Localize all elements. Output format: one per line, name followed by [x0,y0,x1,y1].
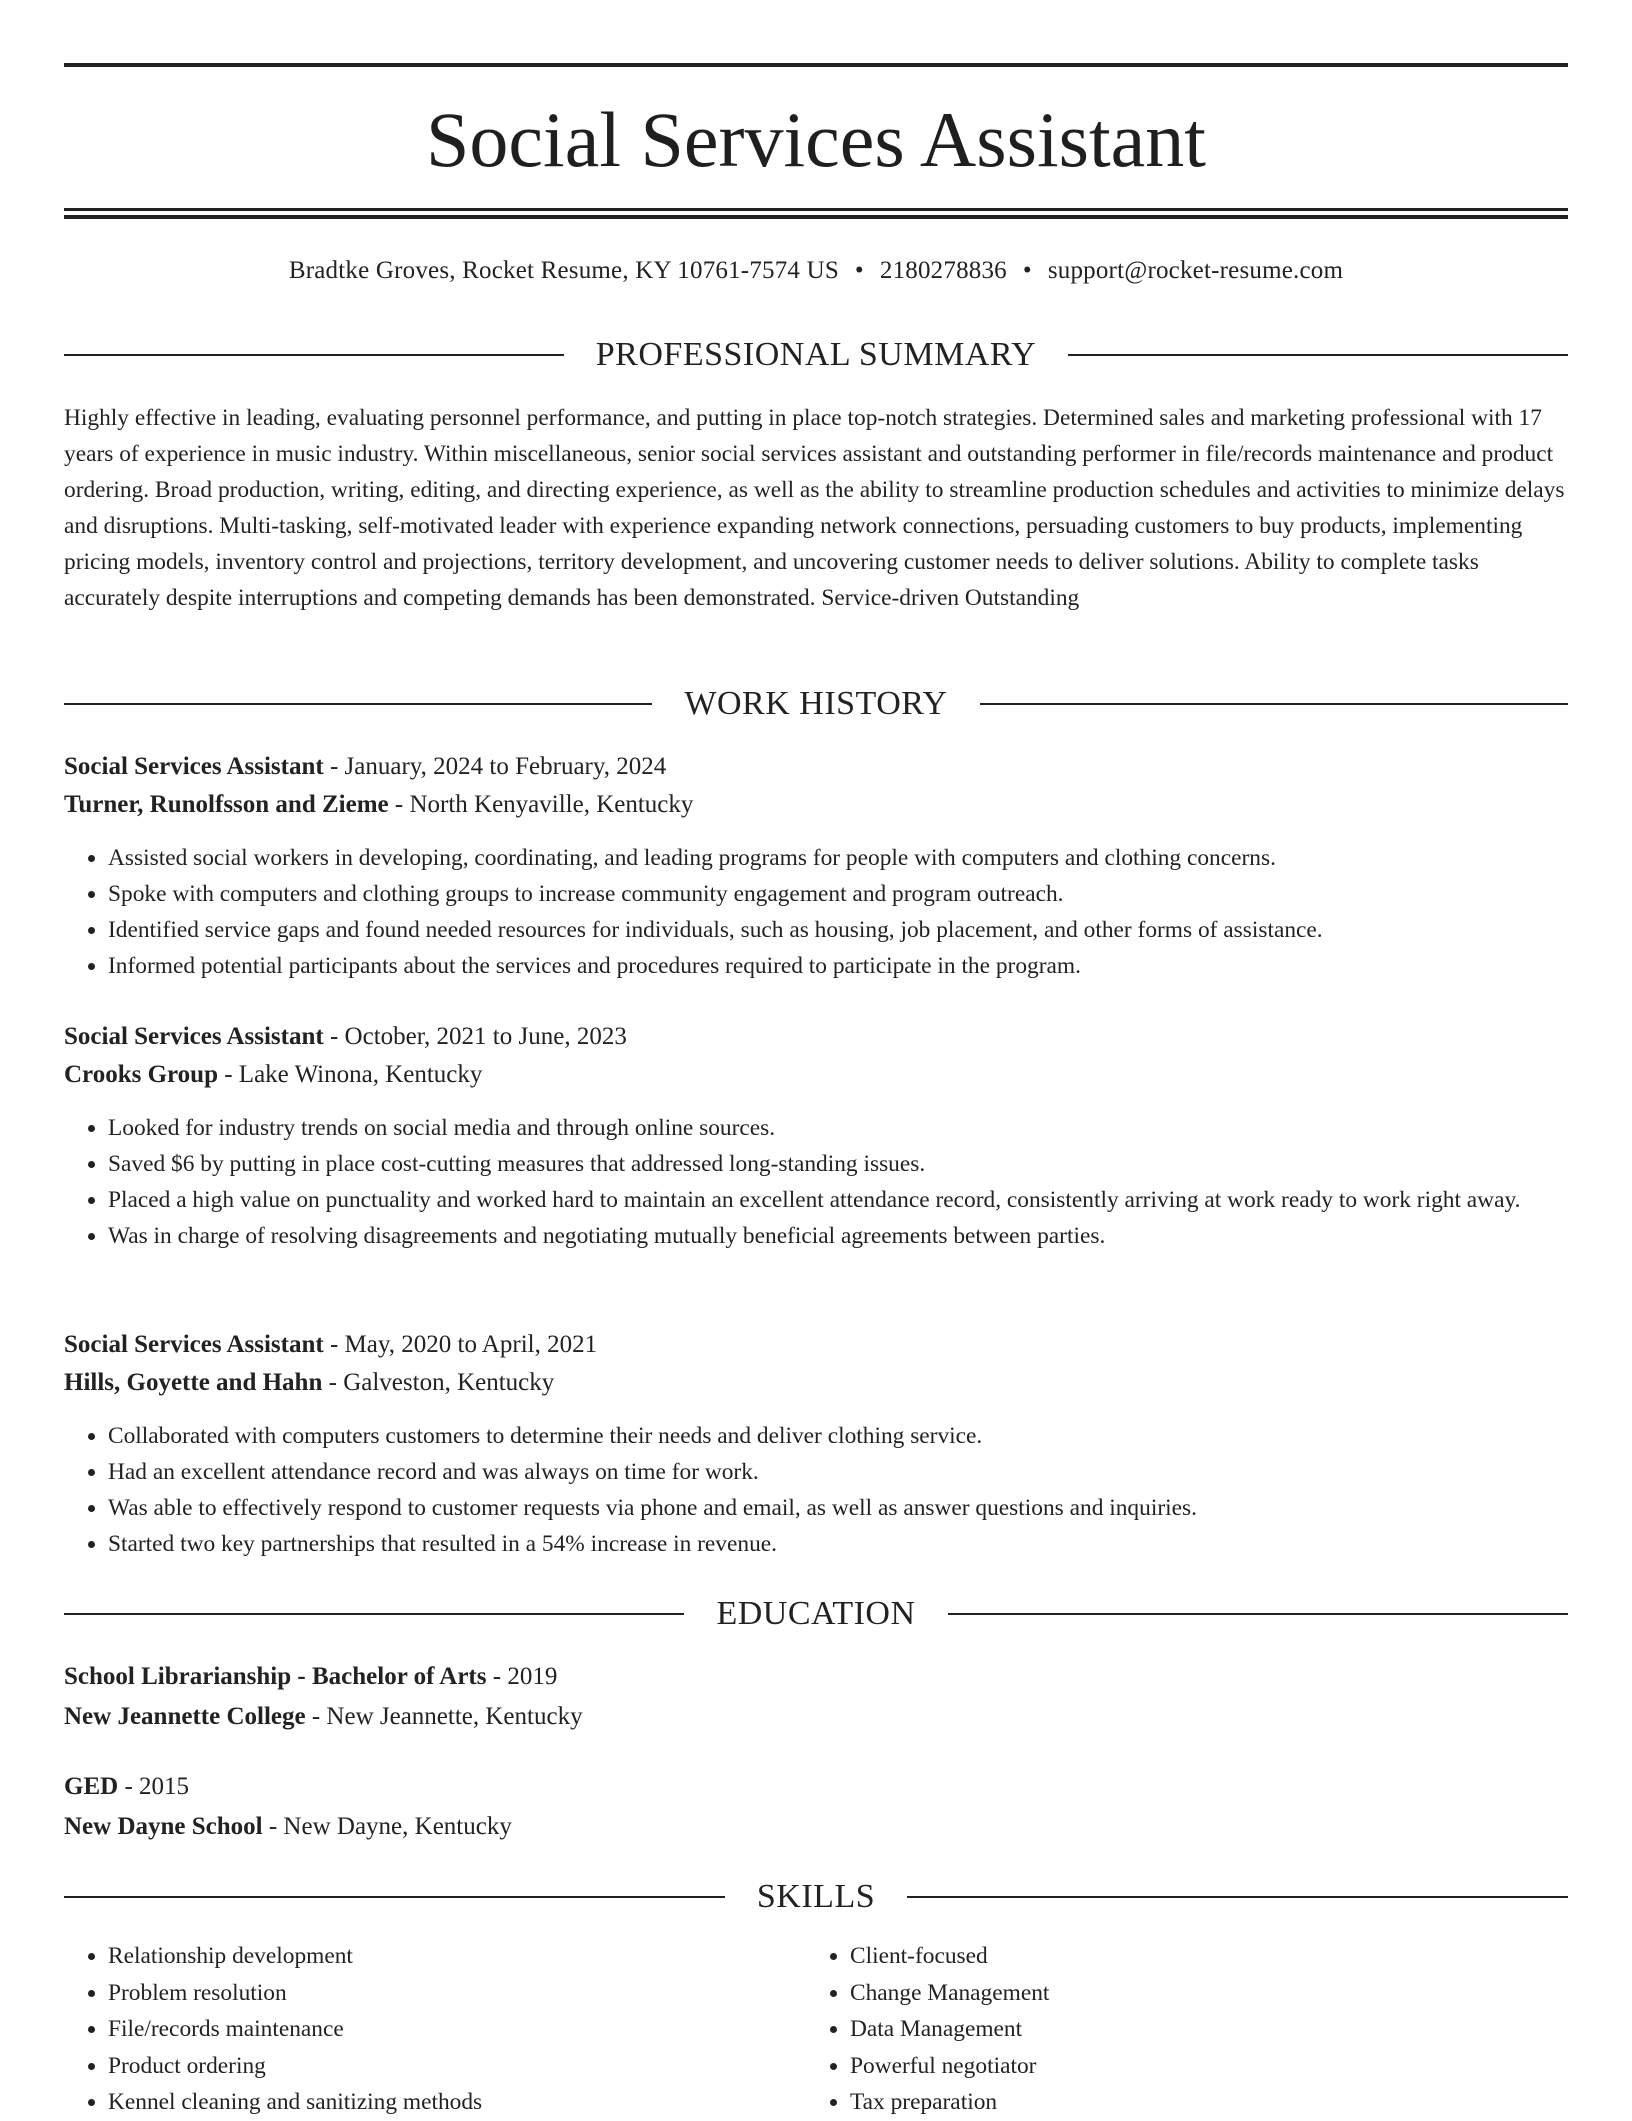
heading-rule [1068,354,1568,356]
contact-line [64,254,1568,288]
job-entry [64,748,1568,984]
list-item: • Had an excellent attendance record and was always on time for work. [108,1454,1568,1490]
heading-rule [64,354,564,356]
degree-year: - 2015 [118,1773,190,1800]
degree-line [64,1657,1568,1697]
resume-title: Social Services Assistant [426,96,1206,183]
section-title: SKILLS [756,1878,876,1915]
job-company: Turner, Runolfsson and Zieme [64,791,389,818]
job-entry [64,1326,1568,1562]
job-dates: - October, 2021 to June, 2023 [323,1023,627,1050]
skill-item: • Data Management [850,2011,1548,2048]
job-bullets [64,1418,1568,1562]
list-item: • Looked for industry trends on social media and through online sources. [108,1110,1568,1146]
job-location: - Lake Winona, Kentucky [217,1061,483,1088]
contact-separator: • [854,257,864,284]
heading-rule [907,1896,1568,1898]
section-title: EDUCATION [716,1595,916,1632]
job-dates: - May, 2020 to April, 2021 [323,1331,598,1358]
job-company-line [64,1364,1568,1402]
job-title-line [64,1018,1568,1056]
contact-separator: • [1022,257,1032,284]
contact-phone: 2180278836 [879,257,1007,284]
heading-rule [64,703,652,705]
list-item: • Placed a high value on punctuality and worked hard to maintain an excellent attendance record, consistently arriving at work ready to work right away. [108,1182,1568,1218]
list-item: • Collaborated with computers customers to determine their needs and deliver clothing service. [108,1418,1568,1454]
list-item: • Assisted social workers in developing, coordinating, and leading programs for people with computers and clothing concerns. [108,840,1568,876]
section-heading-education [64,1594,1568,1634]
skill-item: • Tax preparation [850,2084,1548,2121]
list-item: • Spoke with computers and clothing groups to increase community engagement and program outreach. [108,876,1568,912]
job-title-line [64,748,1568,786]
job-title-line [64,1326,1568,1364]
degree: School Librarianship - Bachelor of Arts [64,1663,487,1690]
job-bullets [64,1110,1568,1254]
education-entry [64,1767,1568,1847]
skill-item: • Relationship development [108,1938,806,1975]
skills-column-right [806,1938,1548,2121]
job-company-line [64,1056,1568,1094]
contact-email: support@rocket-resume.com [1047,257,1344,284]
contact-address: Bradtke Groves, Rocket Resume, KY 10761-7574 US [288,257,839,284]
heading-rule [980,703,1568,705]
section-title: PROFESSIONAL SUMMARY [595,336,1037,373]
section-heading-skills [64,1877,1568,1917]
job-location: - North Kenyaville, Kentucky [388,791,694,818]
section-title: WORK HISTORY [684,685,948,722]
section-heading-summary [64,335,1568,375]
skill-item: • Problem resolution [108,1975,806,2012]
list-item: • Saved $6 by putting in place cost-cutting measures that addressed long-standing issues. [108,1146,1568,1182]
school-line [64,1807,1568,1847]
job-bullets [64,840,1568,984]
school: New Dayne School [64,1813,263,1840]
school-location: - New Jeannette, Kentucky [305,1703,583,1730]
list-item: • Started two key partnerships that resulted in a 54% increase in revenue. [108,1526,1568,1562]
school-location: - New Dayne, Kentucky [262,1813,512,1840]
job-location: - Galveston, Kentucky [322,1369,555,1396]
education-entry [64,1657,1568,1737]
school: New Jeannette College [64,1703,306,1730]
skill-item: • Product ordering [108,2048,806,2085]
job-title: Social Services Assistant [64,1331,324,1358]
list-item: • Identified service gaps and found needed resources for individuals, such as housing, job placement, and other forms of assistance. [108,912,1568,948]
list-item: • Informed potential participants about the services and procedures required to participate in the program. [108,948,1568,984]
degree: GED [64,1773,119,1800]
skill-item: • Kennel cleaning and sanitizing methods [108,2084,806,2121]
job-dates: - January, 2024 to February, 2024 [323,753,667,780]
skill-item: • Client-focused [850,1938,1548,1975]
list-item: • Was in charge of resolving disagreements and negotiating mutually beneficial agreements between parties. [108,1218,1568,1254]
job-title: Social Services Assistant [64,1023,324,1050]
job-entry [64,1018,1568,1254]
heading-rule [948,1613,1568,1615]
skill-item: • Change Management [850,1975,1548,2012]
job-company: Hills, Goyette and Hahn [64,1369,323,1396]
header-top-rule [64,63,1568,67]
degree-line [64,1767,1568,1807]
heading-rule [64,1613,684,1615]
skill-item: • Powerful negotiator [850,2048,1548,2085]
job-company: Crooks Group [64,1061,218,1088]
degree-year: - 2019 [486,1663,558,1690]
skill-item: • File/records maintenance [108,2011,806,2048]
skills-column-left [64,1938,806,2121]
summary-text: Highly effective in leading, evaluating personnel performance, and putting in place top-notch strategies. Determined sales and marketing professional with 17 years of experience in music industry. Within miscellaneous, senior social services assistant and outstanding performer in file/records maintenance and product ordering. Broad production, writing, editing, and directing experience, as well as the ability to streamline production schedules and activities to minimize delays and disruptions. Multi-tasking, self-motivated leader with experience expanding network connections, persuading customers to buy products, implementing pricing models, inventory control and projections, territory development, and uncovering customer needs to deliver solutions. Ability to complete tasks accurately despite interruptions and competing demands has been demonstrated. Service-driven Outstanding [64,405,1565,611]
school-line [64,1697,1568,1737]
list-item: • Was able to effectively respond to customer requests via phone and email, as well as answer questions and inquiries. [108,1490,1568,1526]
section-heading-work-history [64,684,1568,724]
header-double-rule [64,208,1568,219]
job-company-line [64,786,1568,824]
skills-list [64,1938,1568,2121]
job-title: Social Services Assistant [64,753,324,780]
heading-rule [64,1896,725,1898]
